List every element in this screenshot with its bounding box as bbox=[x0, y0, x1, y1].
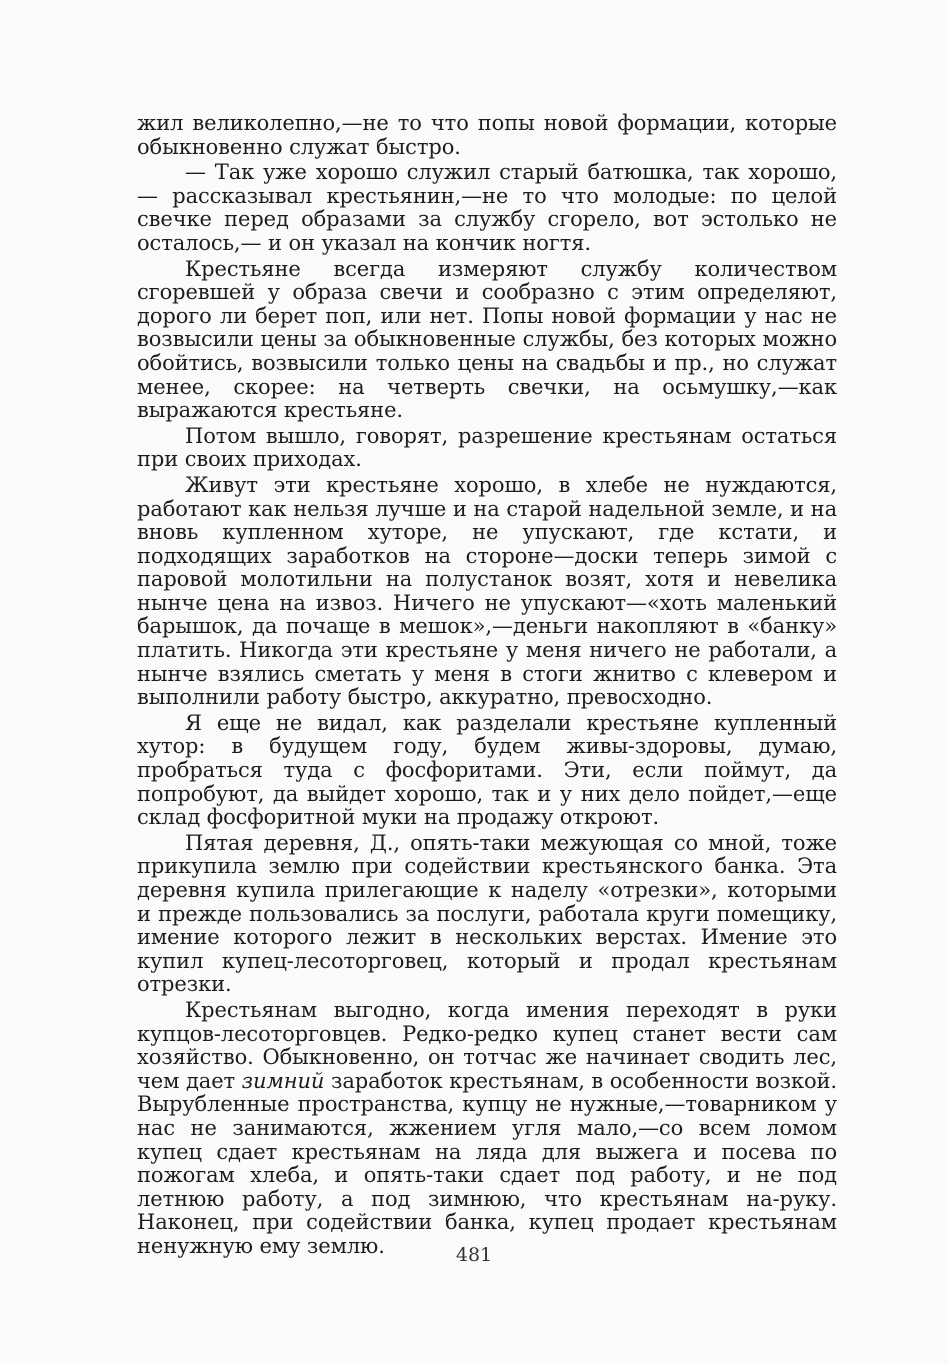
italic-word: зимний bbox=[241, 1068, 325, 1093]
paragraph-5: Живут эти крестьяне хорошо, в хлебе не нуждаются, работают как нельзя лучше и на старой надельной земле, и на вновь купленном хуторе, не упускают, где кстати, и подходящих заработков на стороне—доски теперь зимой с паровой молотильни на полустанок возят, хотя и невелика нынче цена на извоз. Ничего не упускают—«хоть маленький барышок, да почаще в мешок»,—деньги накопляют в «банку» платить. Никогда эти крестьяне у меня ничего не работали, а нынче взялись сметать у меня в стоги жнитво с клевером и выполнили работу быстро, аккуратно, превосходно. bbox=[137, 472, 837, 710]
paragraph-8 bbox=[137, 999, 837, 1259]
paragraph-4: Потом вышло, говорят, разрешение крестьянам остаться при своих приходах. bbox=[137, 423, 837, 472]
body-text bbox=[137, 112, 837, 1261]
paragraph-1: жил великолепно,—не то что попы новой формации, которые обыкновенно служат быстро. bbox=[137, 111, 837, 159]
page-number: 481 bbox=[455, 1244, 493, 1266]
paragraph-8-part-2: заработок крестьянам, в особенности возкой. Вырубленные пространства, купцу не нужные,—товарником у нас не занимаются, жжением угля мало,—со всем ломом купец сдает крестьянам на ляда для выжега и посева по пожогам хлеба, и опять-таки сдает под работу, и не под летнюю работу, а под зимнюю, что крестьянам на-руку. Наконец, при содействии банка, купец продает крестьянам ненужную ему землю. bbox=[137, 1068, 838, 1258]
paragraph-8-part-1: Крестьянам выгодно, когда имения переходят в руки купцов-лесоторговцев. Редко-редко купец станет вести сам хозяйство. Обыкновенно, он тотчас же начинает сводить лес, чем дает bbox=[137, 997, 837, 1093]
paragraph-3: Крестьяне всегда измеряют службу количеством сгоревшей у образа свечи и сообразно с этим определяют, дорого ли берет поп, или нет. Попы новой формации у нас не возвысили цены за обыкновенные службы, без которых можно обойтись, возвысили только цены на свадьбы и пр., но служат менее, скорее: на четверть свечки, на осьмушку,—как выражаются крестьяне. bbox=[137, 256, 837, 423]
paragraph-2: — Так уже хорошо служил старый батюшка, так хорошо,— рассказывал крестьянин,—не то что молодые: по целой свечке перед образами за службу сгорело, вот эстолько не осталось,— и он указал на кончик ногтя. bbox=[137, 160, 837, 255]
paragraph-6: Я еще не видал, как разделали крестьяне купленный хутор: в будущем году, будем живы-здоровы, думаю, пробраться туда с фосфоритами. Эти, если поймут, да попробуют, да выйдет хорошо, так и у них дело пойдет,—еще склад фосфоритной муки на продажу откроют. bbox=[137, 710, 837, 830]
paragraph-7: Пятая деревня, Д., опять-таки межующая со мной, тоже прикупила землю при содействии крестьянского банка. Эта деревня купила прилегающие к наделу «отрезки», которыми и прежде пользовались за послуги, работала круги помещику, имение которого лежит в нескольких верстах. Имение это купил купец-лесоторговец, который и продал крестьянам отрезки. bbox=[137, 830, 837, 997]
